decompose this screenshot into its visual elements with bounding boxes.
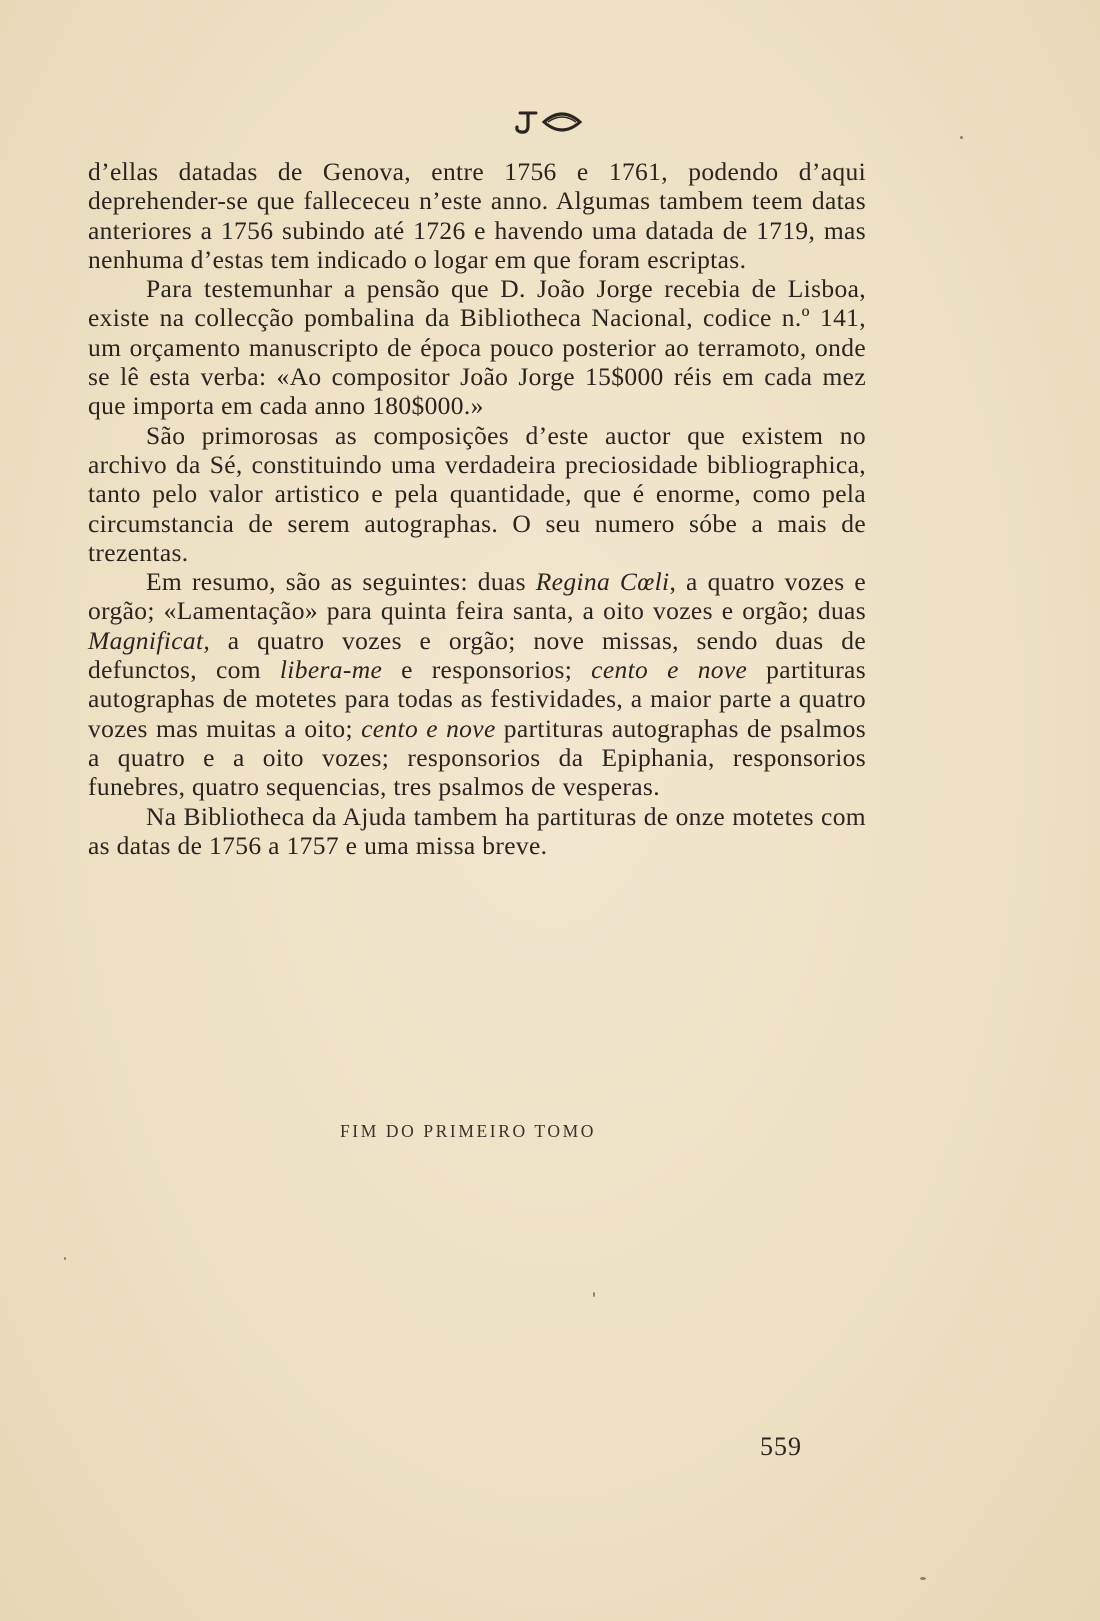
header-ornament [0,104,1100,142]
paper-speck [64,1257,66,1260]
colophon: FIM DO PRIMEIRO TOMO [339,1121,597,1141]
calligraphic-ornament-icon [510,104,590,138]
paragraph-4-text-a: Em resumo, são as seguintes: duas [146,567,536,597]
paragraph-3-text: São primorosas as composições d’este auctor que existem no archivo da Sé, constituindo uma verdadeira preciosidade bibliographica, tanto pelo valor artistico e pela quantidade, que é enorme, como pela circumstancia de serem autographas. O seu numero sóbe a mais de trezentas. [88,420,866,567]
paragraph-1-text: d’ellas datadas de Genova, entre 1756 e 1761, podendo d’aqui deprehender-se que fallececeu n’este anno. Algumas tambem teem datas anteriores a 1756 subindo até 1726 e havendo uma datada de 1719, mas nenhuma d’estas tem indicado o logar em que foram escriptas. [88,157,866,274]
paragraph-1 [88,157,866,274]
page-number: 559 [760,1432,802,1461]
italic-libera-me: libera-me [279,655,383,685]
paragraph-4-text-e: partituras autographas de motetes para todas as festividades, a maior parte a quatro vozes mas muitas a oito; [88,655,866,743]
paragraph-5 [88,802,866,861]
italic-cento-e-nove-1: cento e nove [591,655,748,685]
italic-magnificat: Magnificat, [88,625,211,655]
italic-cento-e-nove-2: cento e nove [361,713,496,743]
paragraph-4-text-f: partituras autographas de psalmos a quatro e a oito vozes; responsorios da Epiphania, responsorios funebres, quatro sequencias, tres psalmos de vesperas. [88,713,866,802]
paragraph-3 [88,421,866,567]
paragraph-4 [88,567,866,801]
paper-speck [960,136,963,139]
paragraph-2 [88,274,866,420]
paragraph-5-text: Na Bibliotheca da Ajuda tambem ha partituras de onze motetes com as datas de 1756 a 1757 e uma missa breve. [88,801,866,860]
paragraph-4-text-d: e responsorios; [382,655,592,685]
italic-regina-coeli: Regina Cœli [535,567,670,597]
body-text [88,157,866,860]
paragraph-4-text-c: a quatro vozes e orgão; nove missas, sendo duas de defunctos, com [88,625,866,685]
paper-speck [920,1577,926,1580]
paragraph-4-text-b: , a quatro vozes e orgão; «Lamentação» para quinta feira santa, a oito vozes e orgão; duas [88,567,866,626]
paragraph-2-text: Para testemunhar a pensão que D. João Jorge recebia de Lisboa, existe na collecção pombalina da Bibliotheca Nacional, codice n.º 141, um orçamento manuscripto de época pouco posterior ao terramoto, onde se lê esta verba: «Ao compositor João Jorge 15$000 réis em cada mez que importa em cada anno 180$000.» [88,274,866,421]
paper-speck [593,1292,595,1297]
